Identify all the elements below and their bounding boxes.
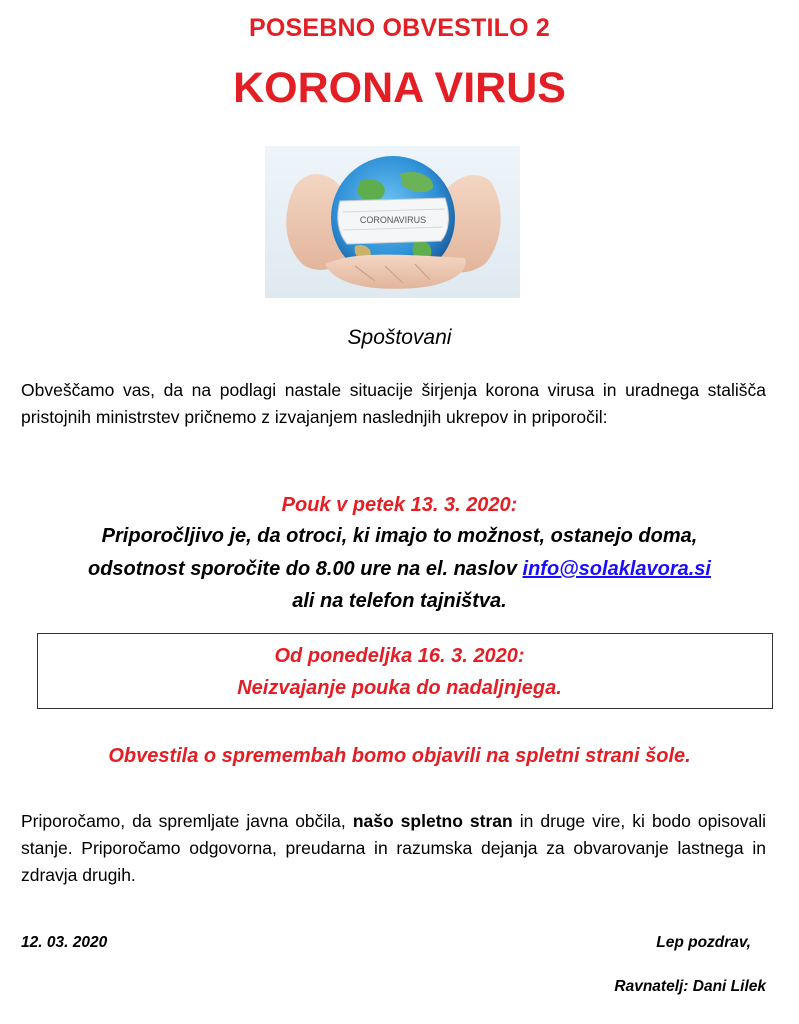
website-notice: Obvestila o spremembah bomo objavili na spletni strani šole. bbox=[108, 745, 691, 767]
regards: Lep pozdrav, bbox=[656, 934, 751, 951]
phone-instruction: ali na telefon tajništva. bbox=[292, 590, 507, 612]
closing-bold: našo spletno stran bbox=[352, 811, 513, 831]
closing-text-1: Priporočamo, da spremljate javna občila, bbox=[21, 811, 353, 831]
monday-text: Neizvajanje pouka do nadaljnjega. bbox=[237, 677, 562, 699]
main-title: KORONA VIRUS bbox=[233, 64, 566, 112]
intro-paragraph: Obveščamo vas, da na podlagi nastale situacije širjenja korona virusa in uradnega stališča pristojnih ministrstev pričnemo z izvajanjem naslednjih ukrepov in priporočil: bbox=[21, 380, 766, 427]
absence-instruction bbox=[0, 558, 799, 581]
friday-recommendation: Priporočljivo je, da otroci, ki imajo to možnost, ostanejo doma, bbox=[101, 525, 698, 547]
closing-paragraph bbox=[21, 808, 766, 889]
globe-mask-image bbox=[265, 146, 520, 298]
date: 12. 03. 2020 bbox=[21, 934, 108, 951]
friday-heading: Pouk v petek 13. 3. 2020: bbox=[281, 494, 518, 516]
closing-text-2: in druge vire, ki bodo opisovali stanje. Priporočamo odgovorna, preudarna in razumska dejanja za obvarovanje lastnega in zdravja drugih. bbox=[21, 811, 766, 885]
monday-heading: Od ponedeljka 16. 3. 2020: bbox=[274, 645, 525, 667]
email-link[interactable]: info@solaklavora.si bbox=[522, 558, 711, 580]
mask-label: CORONAVIRUS bbox=[359, 215, 427, 225]
signature: Ravnatelj: Dani Lilek bbox=[614, 978, 766, 995]
greeting: Spoštovani bbox=[347, 326, 452, 349]
notice-title: POSEBNO OBVESTILO 2 bbox=[248, 14, 551, 42]
absence-text: odsotnost sporočite do 8.00 ure na el. naslov bbox=[87, 558, 523, 580]
